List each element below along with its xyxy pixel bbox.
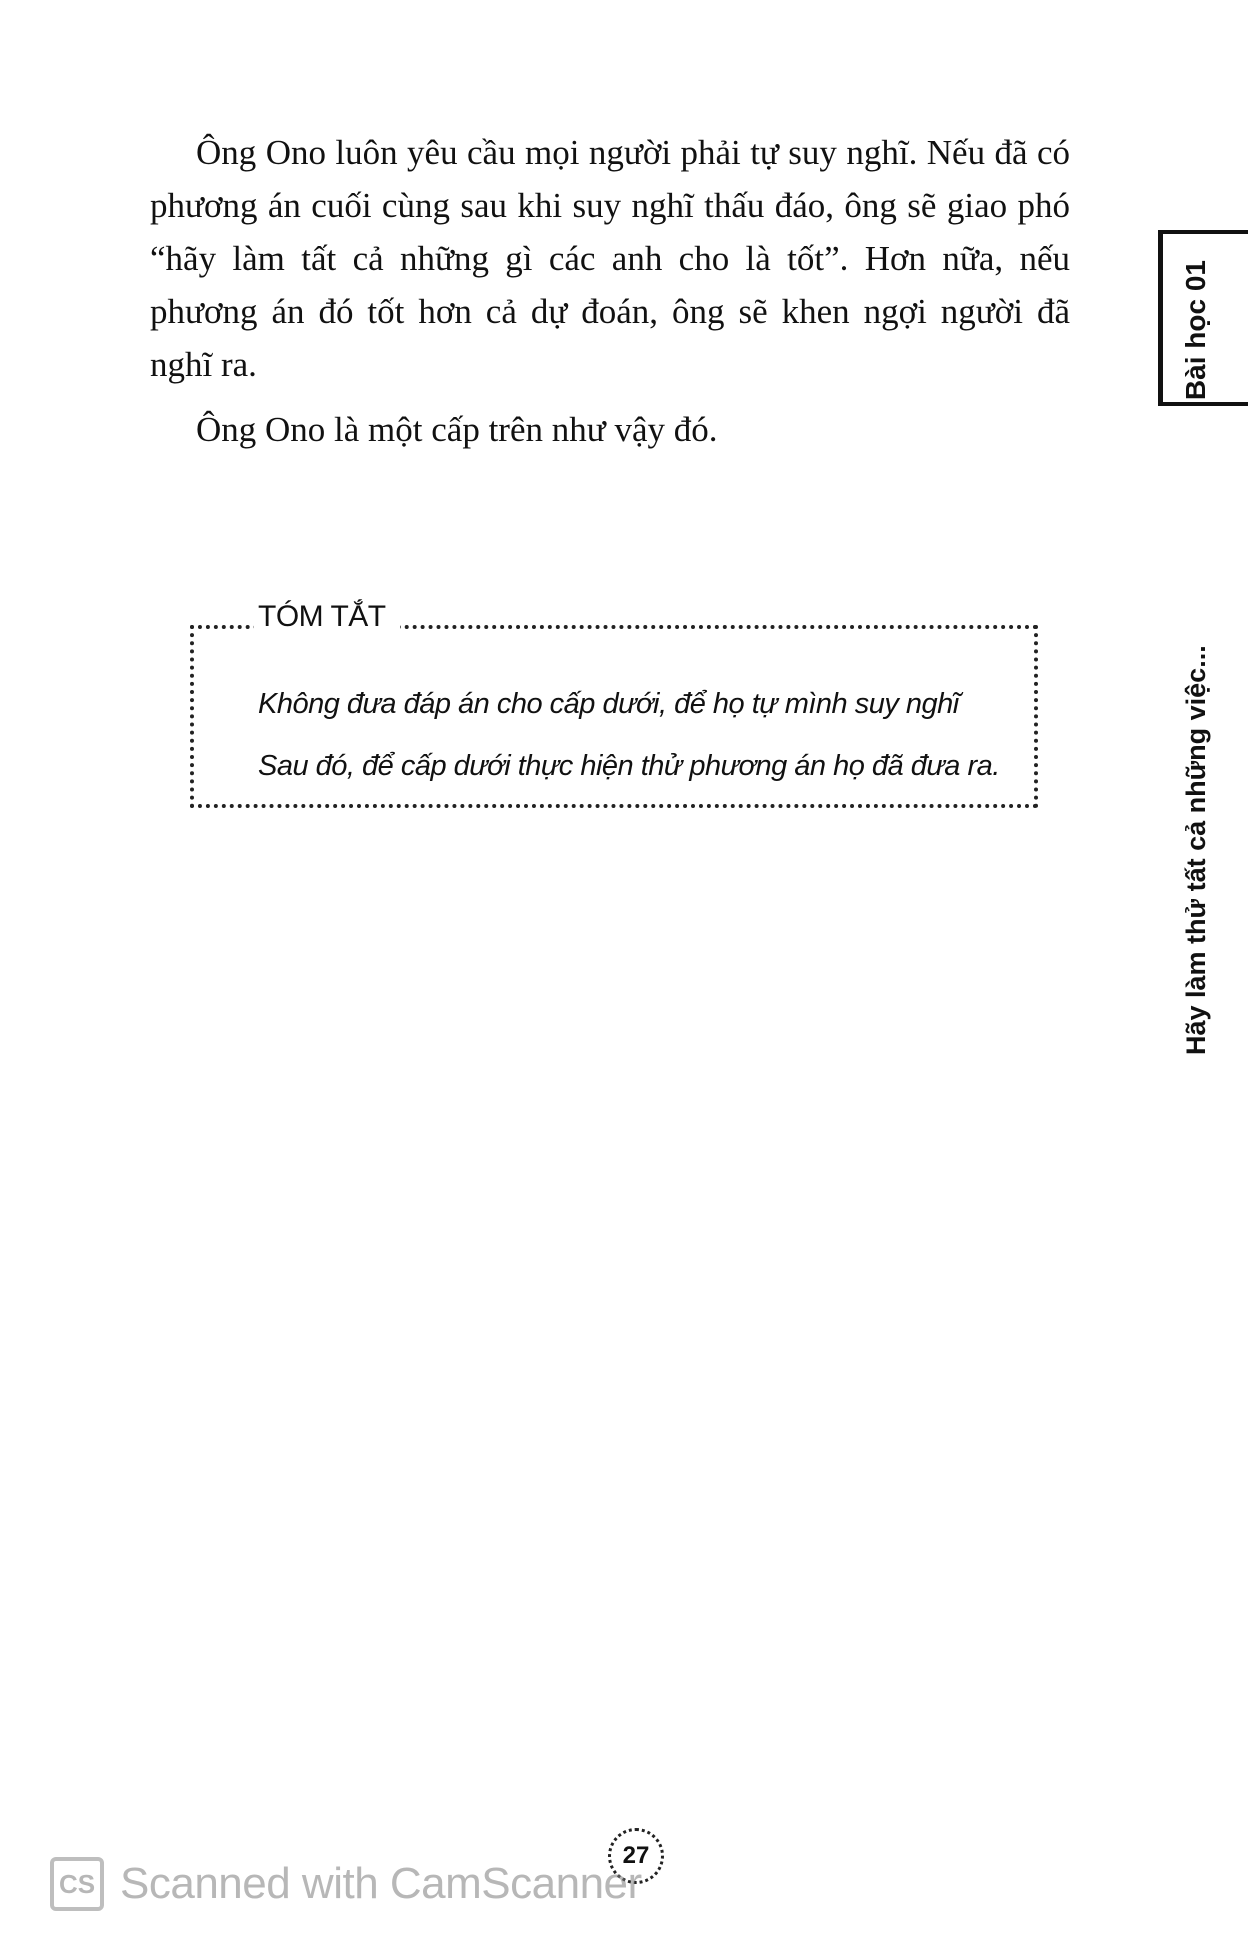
scanner-watermark [50,1852,642,1916]
paragraph-2: Ông Ono là một cấp trên như vậy đó. [196,410,718,449]
chapter-label: Bài học 01 [1180,260,1211,401]
paragraph-1: Ông Ono luôn yêu cầu mọi người phải tự suy nghĩ. Nếu đã có phương án cuối cùng sau khi suy nghĩ thấu đáo, ông sẽ giao phó “hãy làm tất cả những gì các anh cho là tốt”. Hơn nữa, nếu phương án đó tốt hơn cả dự đoán, ông sẽ khen ngợi người đã nghĩ ra. [150,133,1070,384]
side-chapter-tab [1150,230,1248,1055]
summary-content [258,673,1018,797]
chapter-title: Hãy làm thử tất cả những việc... [1181,645,1211,1055]
side-tab-vertical-rule [1158,230,1163,406]
camscanner-logo-icon: CS [50,1857,104,1911]
summary-box [190,600,1038,808]
summary-title: TÓM TẮT [254,595,400,639]
summary-line-1: Không đưa đáp án cho cấp dưới, để họ tự mình suy nghĩ [258,688,959,720]
summary-line-2: Sau đó, để cấp dưới thực hiện thử phương án họ đã đưa ra. [258,750,1000,782]
side-tab-top-rule [1158,230,1248,234]
side-tab-bottom-rule [1158,402,1248,406]
watermark-text: Scanned with CamScanner [120,1859,642,1908]
page-number: 27 [608,1828,664,1884]
body-text [150,126,1070,456]
